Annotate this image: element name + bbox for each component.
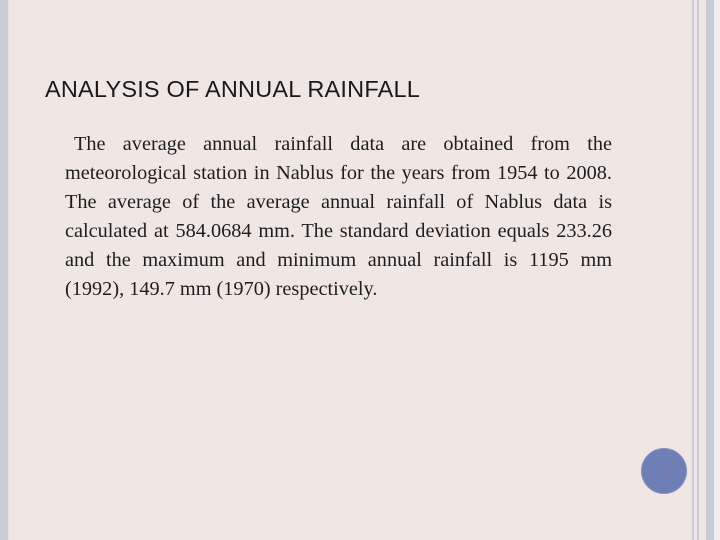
slide-title: ANALYSIS OF ANNUAL RAINFALL [45, 76, 420, 102]
left-border-line [8, 0, 9, 540]
right-rail-line-1 [692, 0, 694, 540]
slide-body-text: The average annual rainfall data are obtained from the meteorological station in Nablus for the years from 1954 to 2008. The average of the average annual rainfall of Nablus data is calculated at 584.0684 mm. The standard deviation equals 233.26 and the maximum and minimum annual rainfall is 1195 mm (1992), 149.7 mm (1970) respectively. [65, 133, 612, 300]
left-border-bar [0, 0, 8, 540]
right-rail-bar [706, 0, 714, 540]
right-edge [714, 0, 720, 540]
right-rail-line-2 [697, 0, 699, 540]
decorative-circle [641, 448, 687, 494]
